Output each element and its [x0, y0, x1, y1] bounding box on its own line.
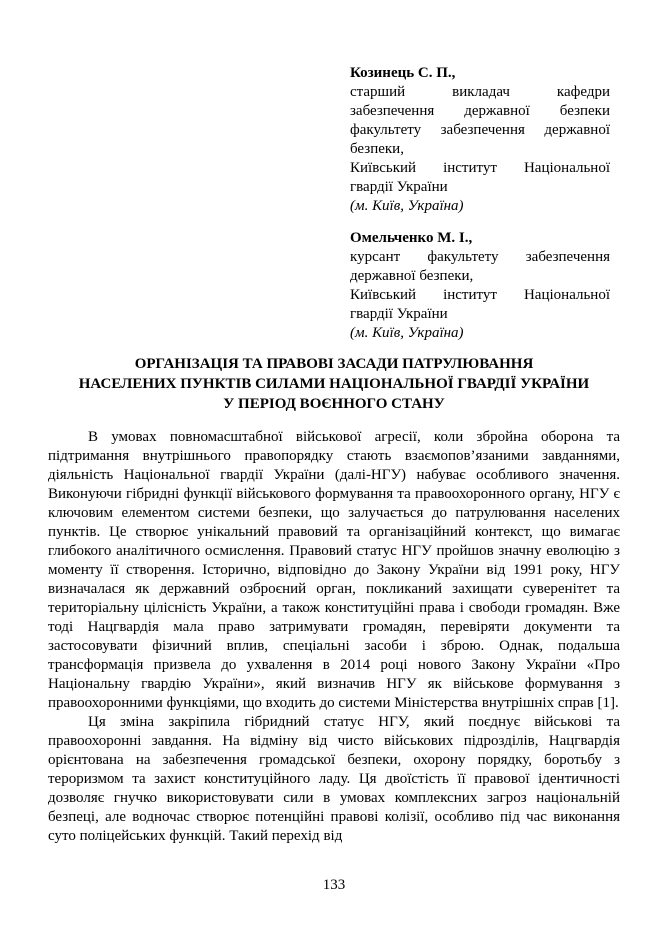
article-title-line: ОРГАНІЗАЦІЯ ТА ПРАВОВІ ЗАСАДИ ПАТРУЛЮВАННЯ: [134, 356, 534, 372]
author-location: (м. Київ, Україна): [350, 325, 464, 341]
paragraph-2: Ця зміна закріпила гібридний статус НГУ, який поєднує військові та правоохоронні завдання. На відміну від чисто військових підрозділів, Нацгвардія орієнтована на забезпечення громадської безпеки, охорону порядку, боротьбу з тероризмом та захист конституційного ладу. Ця двоїстість її правової ідентичності дозволяє гнучко використовувати сили в умовах комплексних загроз національній безпеці, але водночас створює потенційні правові колізії, особливо під час виконання суто поліцейських функцій. Такий перехід від: [48, 714, 620, 844]
page-number: 133: [322, 877, 346, 893]
author-role: старший викладач кафедри забезпечення державної безпеки факультету забезпечення державної безпеки,: [350, 84, 610, 157]
article-title-line: У ПЕРІОД ВОЄННОГО СТАНУ: [223, 396, 445, 412]
author-block-kozynets: [350, 64, 610, 216]
author-block-omelchenko: [350, 229, 610, 343]
article-title: [48, 354, 620, 414]
author-location: (м. Київ, Україна): [350, 198, 464, 214]
author-role: курсант факультету забезпечення державної безпеки,: [350, 249, 610, 284]
author-institution: Київський інститут Національної гвардії України: [350, 160, 610, 195]
article-title-line: НАСЕЛЕНИХ ПУНКТІВ СИЛАМИ НАЦІОНАЛЬНОЇ ГВАРДІЇ УКРАЇНИ: [78, 376, 590, 392]
paragraph-1: В умовах повномасштабної військової агресії, коли збройна оборона та підтримання внутрішнього правопорядку стають взаємопов’язаними завданнями, діяльність Національної гвардії України (далі-НГУ) набуває особливого значення. Виконуючи гібридні функції військового формування та правоохоронного органу, НГУ є ключовим елементом системи безпеки, що залучається до патрулювання населених пунктів. Це створює унікальний правовий та організаційний контекст, що вимагає глибокого аналітичного осмислення. Правовий статус НГУ пройшов значну еволюцію з моменту її створення. Історично, відповідно до Закону України від 1991 року, НГУ визначалася як державний озброєний орган, покликаний захищати суверенітет та територіальну цілісність України, а також конституційні права і свободи громадян. Вже тоді Нацгвардія мала право затримувати громадян, перевіряти документи та застосовувати фізичний вплив, спеціальні засоби і зброю. Однак, подальша трансформація призвела до ухвалення в 2014 році нового Закону України «Про Національну гвардію України», який визначив НГУ як військове формування з правоохоронними функціями, що входить до системи Міністерства внутрішніх справ [1].: [48, 429, 620, 711]
author-name: Козинець С. П.,: [350, 65, 456, 81]
author-institution: Київський інститут Національної гвардії України: [350, 287, 610, 322]
author-name: Омельченко М. І.,: [350, 230, 473, 246]
